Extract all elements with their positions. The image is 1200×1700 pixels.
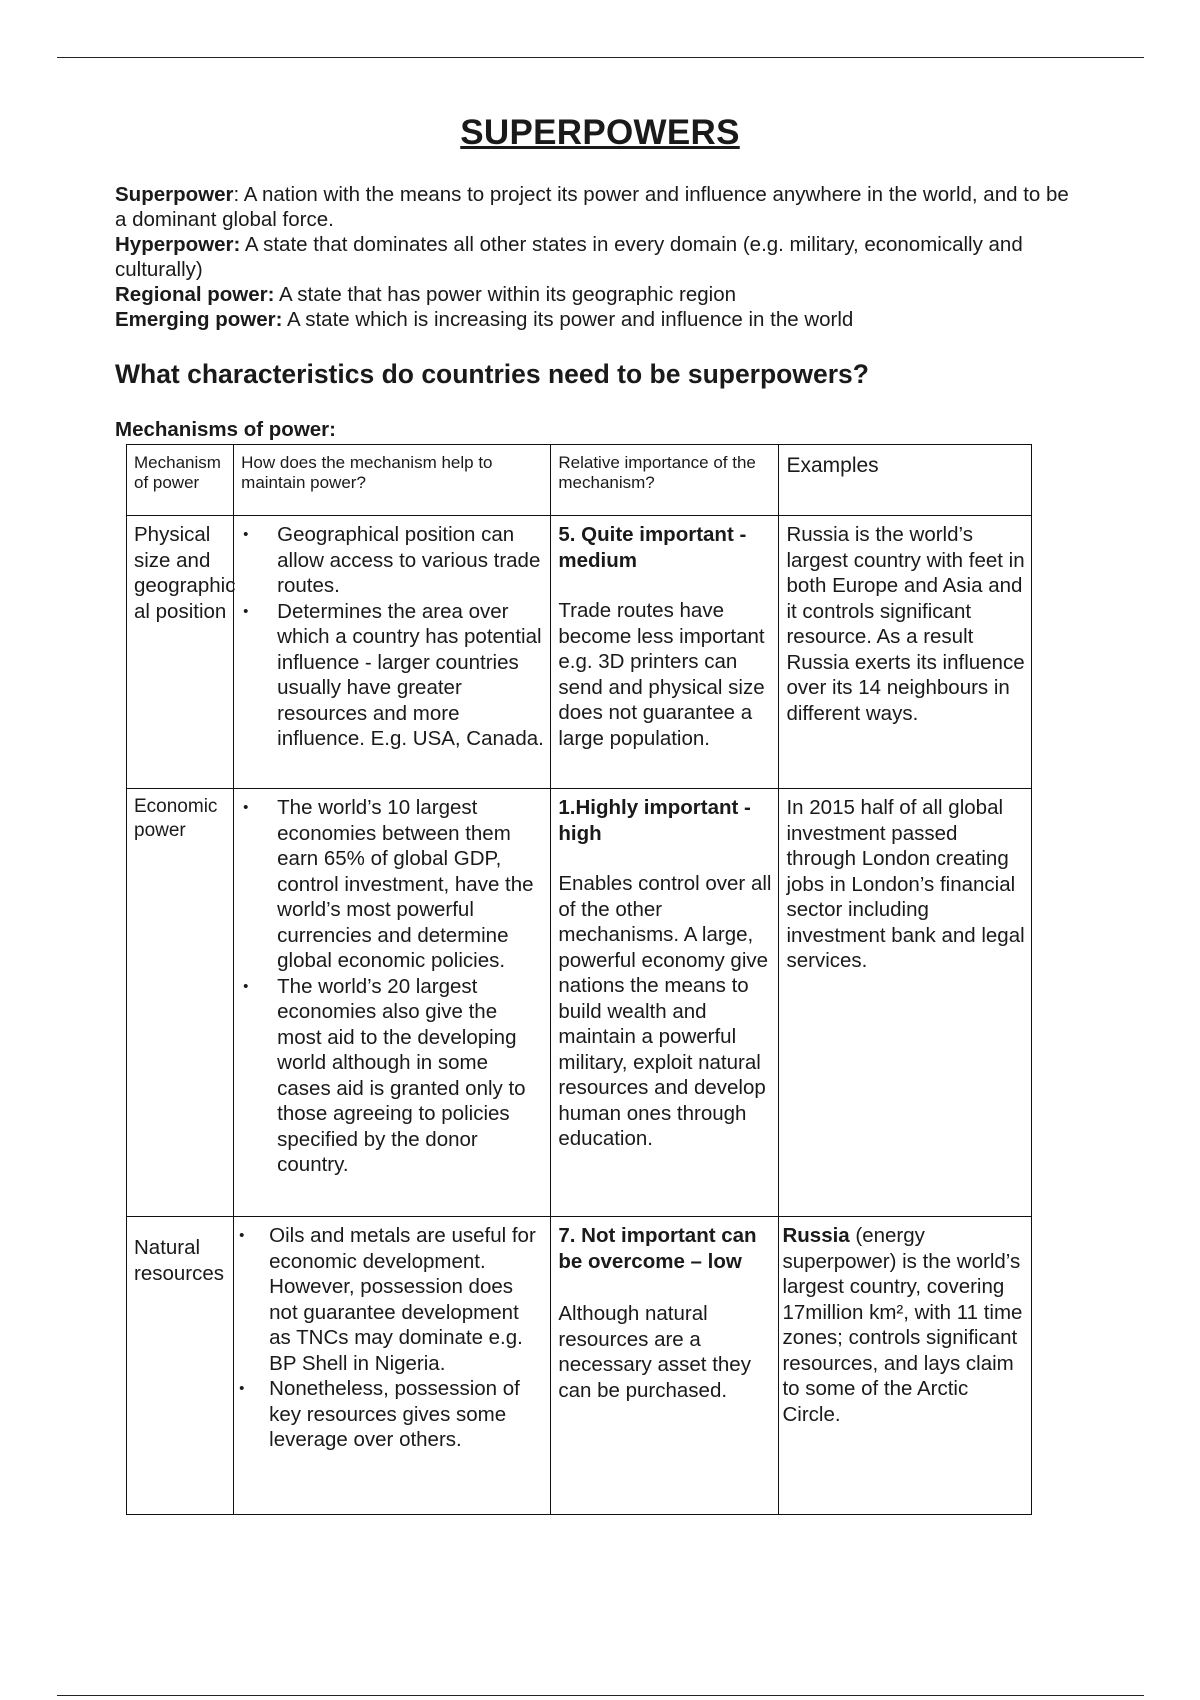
definition-emerging-power bbox=[115, 307, 1075, 332]
table-row bbox=[127, 789, 1032, 1217]
importance-text: Enables control over all of the other mechanisms. A large, powerful economy give nations the means to build wealth and maintain a powerful military, exploit natural resources and develop human ones through education. bbox=[558, 872, 772, 1150]
cell-mechanism: Physical size and geographic al position bbox=[127, 516, 234, 789]
section-question: What characteristics do countries need to be superpowers? bbox=[115, 359, 869, 389]
importance-rating: 7. Not important can be overcome – low bbox=[558, 1224, 757, 1273]
cell-how bbox=[234, 789, 551, 1217]
cell-importance bbox=[551, 789, 779, 1217]
header-mechanism: Mechanism of power bbox=[127, 445, 234, 516]
cell-example bbox=[779, 516, 1032, 789]
example-text: In 2015 half of all global investment passed through London creating jobs in London’s financial sector including investment bank and legal services. bbox=[786, 796, 1025, 972]
cell-example bbox=[779, 1217, 1032, 1515]
header-importance: Relative importance of the mechanism? bbox=[551, 445, 779, 516]
definition-text: : A nation with the means to project its power and influence anywhere in the world, and to be a dominant global force. bbox=[115, 183, 1069, 231]
table-row bbox=[127, 1217, 1032, 1515]
list-item: • Oils and metals are useful for economic development. However, possession does not guarantee development as TNCs may dominate e.g. BP Shell in Nigeria. bbox=[241, 1223, 544, 1376]
definition-text: A state which is increasing its power and influence in the world bbox=[282, 308, 854, 331]
example-text: Russia is the world’s largest country with feet in both Europe and Asia and it controls significant resource. As a result Russia exerts its influence over its 14 neighbours in different ways. bbox=[786, 523, 1025, 725]
list-item: • Geographical position can allow access to various trade routes. bbox=[241, 522, 544, 599]
example-bold: Russia bbox=[782, 1224, 850, 1247]
cell-example bbox=[779, 789, 1032, 1217]
definition-term: Superpower bbox=[115, 183, 234, 206]
list-item: • The world’s 20 largest economies also give the most aid to the developing world although in some cases aid is granted only to those agreeing to policies specified by the donor country. bbox=[241, 974, 544, 1178]
page-title: SUPERPOWERS bbox=[460, 113, 740, 152]
cell-how bbox=[234, 1217, 551, 1515]
header-how: How does the mechanism help to maintain power? bbox=[234, 445, 551, 516]
importance-rating: 5. Quite important - medium bbox=[558, 523, 747, 572]
importance-rating: 1.Highly important - high bbox=[558, 796, 751, 845]
definition-regional-power bbox=[115, 282, 1075, 307]
list-item: • Determines the area over which a country has potential influence - larger countries usually have greater resources and more influence. E.g. USA, Canada. bbox=[241, 599, 544, 752]
definitions bbox=[115, 182, 1075, 332]
bullet-list bbox=[241, 1223, 544, 1453]
bottom-rule bbox=[57, 1695, 1144, 1696]
importance-text: Although natural resources are a necessary asset they can be purchased. bbox=[558, 1302, 751, 1402]
bullet-list bbox=[241, 522, 544, 752]
example-text: (energy superpower) is the world’s largest country, covering 17million km², with 11 time zones; controls significant resources, and lays claim to some of the Arctic Circle. bbox=[782, 1224, 1023, 1426]
mechanisms-table bbox=[126, 444, 1032, 1515]
definition-text: A state that dominates all other states in every domain (e.g. military, economically and culturally) bbox=[115, 233, 1023, 281]
cell-mechanism: Natural resources bbox=[127, 1217, 234, 1515]
definition-term: Emerging power: bbox=[115, 308, 283, 331]
bullet-list bbox=[241, 795, 544, 1178]
cell-importance bbox=[551, 1217, 779, 1515]
cell-importance bbox=[551, 516, 779, 789]
importance-text: Trade routes have become less important e.g. 3D printers can send and physical size does not guarantee a large population. bbox=[558, 599, 765, 750]
definition-superpower bbox=[115, 182, 1075, 232]
table-header-row bbox=[127, 445, 1032, 516]
definition-term: Hyperpower: bbox=[115, 233, 241, 256]
list-item: • Nonetheless, possession of key resources gives some leverage over others. bbox=[241, 1376, 544, 1453]
header-examples: Examples bbox=[779, 445, 1032, 516]
list-item: • The world’s 10 largest economies between them earn 65% of global GDP, control investment, have the world’s most powerful currencies and determine global economic policies. bbox=[241, 795, 544, 974]
definition-text: A state that has power within its geographic region bbox=[274, 283, 736, 306]
cell-how bbox=[234, 516, 551, 789]
definition-hyperpower bbox=[115, 232, 1075, 282]
table-caption: Mechanisms of power: bbox=[115, 418, 336, 441]
top-rule bbox=[57, 57, 1144, 58]
table-row bbox=[127, 516, 1032, 789]
definition-term: Regional power: bbox=[115, 283, 275, 306]
cell-mechanism: Economic power bbox=[127, 789, 234, 1217]
